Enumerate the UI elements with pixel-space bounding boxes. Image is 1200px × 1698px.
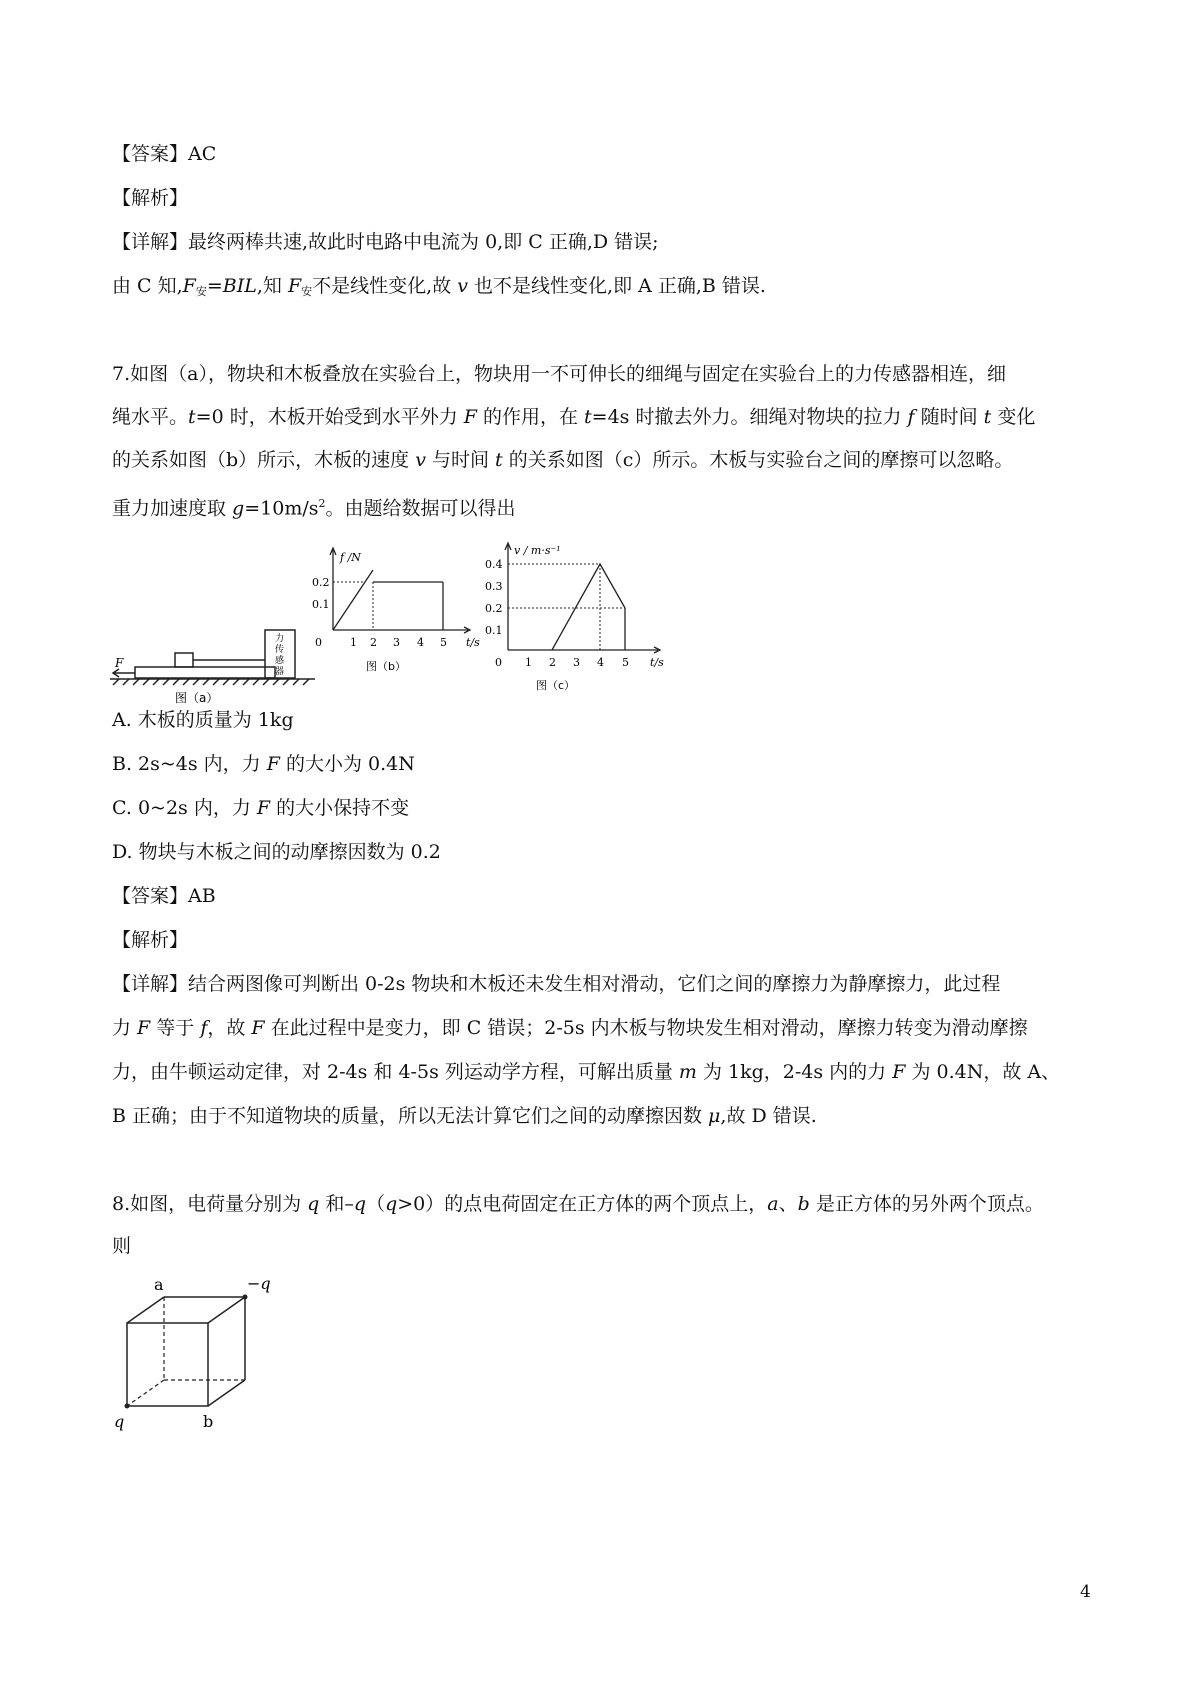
figure-a-apparatus [105, 605, 325, 710]
option-d: D. 物块与木板之间的动摩擦因数为 0.2 [112, 841, 441, 863]
q8-stem-line1: 8.如图，电荷量分别为 q 和–q（q>0）的点电荷固定在正方体的两个顶点上，a、b 是正方体的另外两个顶点。 [112, 1193, 1044, 1215]
xtick: 0 [495, 656, 502, 669]
table-hatching [113, 679, 309, 685]
xtick: 3 [393, 636, 400, 649]
q7-detail-line3: 力，由牛顿运动定律，对 2-4s 和 4-5s 列运动学方程，可解出质量 m 为 1kg，2-4s 内的力 F 为 0.4N，故 A、 [112, 1061, 1061, 1083]
q7-analysis: 【解析】 [112, 929, 189, 951]
figure-c-v-t [485, 540, 688, 700]
option-b: B. 2s~4s 内，力 F 的大小为 0.4N [112, 753, 415, 775]
xtick: 3 [573, 656, 580, 669]
q7-stem-line1: 7.如图（a），物块和木板叠放在实验台上，物块用一不可伸长的细绳与固定在实验台上的力传感器相连，细 [112, 363, 1006, 385]
f-segment-rise [333, 570, 373, 630]
ytick: 0.2 [312, 576, 330, 589]
q7-stem-line3: 的关系如图（b）所示，木板的速度 v 与时间 t 的关系如图（c）所示。木板与实验台之间的摩擦可以忽略。 [112, 449, 1014, 471]
ytick: 0.4 [485, 558, 503, 571]
figure-cube [110, 1275, 290, 1440]
ytick: 0.1 [312, 598, 330, 611]
q7-detail-line2: 力 F 等于 f，故 F 在此过程中是变力，即 C 错误；2-5s 内木板与物块发生相对滑动，摩擦力转变为滑动摩擦 [112, 1017, 1028, 1039]
f-axis-label: f /N [340, 551, 361, 564]
figure-b-f-t [312, 540, 498, 700]
t-axis-label: t/s [650, 656, 664, 669]
charge-q-label: q [114, 1412, 125, 1431]
cube-front-face [127, 1323, 208, 1406]
xtick: 2 [370, 636, 377, 649]
force-label: F [115, 656, 124, 670]
figure-c-caption: 图（c） [536, 679, 576, 692]
page-number: 4 [1080, 1582, 1091, 1602]
sensor-char: 传 [275, 645, 285, 655]
q7-stem-line4: 重力加速度取 $g=10m/s^2$。由题给数据可以得出 [112, 497, 516, 520]
q6-answer: 【答案】AC [112, 143, 217, 165]
v-axis-label: v / m·s⁻¹ [514, 544, 561, 557]
figure-b-caption: 图（b） [366, 660, 406, 673]
q7-detail-line1: 【详解】结合两图像可判断出 0-2s 物块和木板还未发生相对滑动，它们之间的摩擦力为静摩擦力，此过程 [112, 973, 1001, 995]
q6-detail-line2: 由 C 知$,F_安=BIL$,知 $F_安$不是线性变化,故 v 也不是线性变化,即 A 正确,B 错误. [112, 275, 766, 298]
xtick: 4 [597, 656, 604, 669]
q6-detail: 【详解】最终两棒共速,故此时电路中电流为 0,即 C 正确,D 错误; [112, 231, 659, 253]
charge-neg-q-label: −q [247, 1274, 271, 1293]
ytick: 0.2 [485, 602, 503, 615]
q7-answer: 【答案】AB [112, 885, 216, 907]
ytick: 0.3 [485, 580, 503, 593]
xtick: 5 [622, 656, 629, 669]
t-axis-label: t/s [466, 636, 480, 649]
cube-hidden-edge [127, 1380, 164, 1406]
cube-edge [208, 1297, 245, 1323]
option-c: C. 0~2s 内，力 F 的大小保持不变 [112, 797, 410, 819]
q7-stem-line2: 绳水平。t=0 时，木板开始受到水平外力 F 的作用，在 t=4s 时撤去外力。细绳对物块的拉力 f 随时间 t 变化 [112, 406, 1036, 428]
vertex-a-label: a [154, 1275, 164, 1294]
xtick: 2 [549, 656, 556, 669]
xtick: 1 [350, 636, 357, 649]
xtick: 0 [315, 636, 322, 649]
block [175, 653, 193, 667]
cube-edge [208, 1380, 245, 1406]
ytick: 0.1 [485, 624, 503, 637]
q7-detail-line4: B 正确；由于不知道物块的质量，所以无法计算它们之间的动摩擦因数 μ,故 D 错误. [112, 1105, 817, 1127]
charge-q-dot [125, 1404, 130, 1409]
xtick: 1 [525, 656, 532, 669]
cube-edge [127, 1297, 164, 1323]
xtick: 4 [417, 636, 424, 649]
sensor-char: 器 [275, 667, 285, 677]
sensor-char: 感 [275, 656, 285, 666]
board [135, 667, 275, 678]
vertex-b-label: b [203, 1412, 214, 1431]
xtick: 5 [440, 636, 447, 649]
option-a: A. 木板的质量为 1kg [112, 709, 294, 731]
sensor-char: 力 [275, 634, 285, 644]
figure-a-caption: 图（a） [175, 691, 219, 705]
charge-neg-q-dot [243, 1295, 248, 1300]
q8-stem-line2: 则 [112, 1235, 132, 1257]
q6-analysis: 【解析】 [112, 187, 189, 209]
v-line [552, 564, 625, 650]
